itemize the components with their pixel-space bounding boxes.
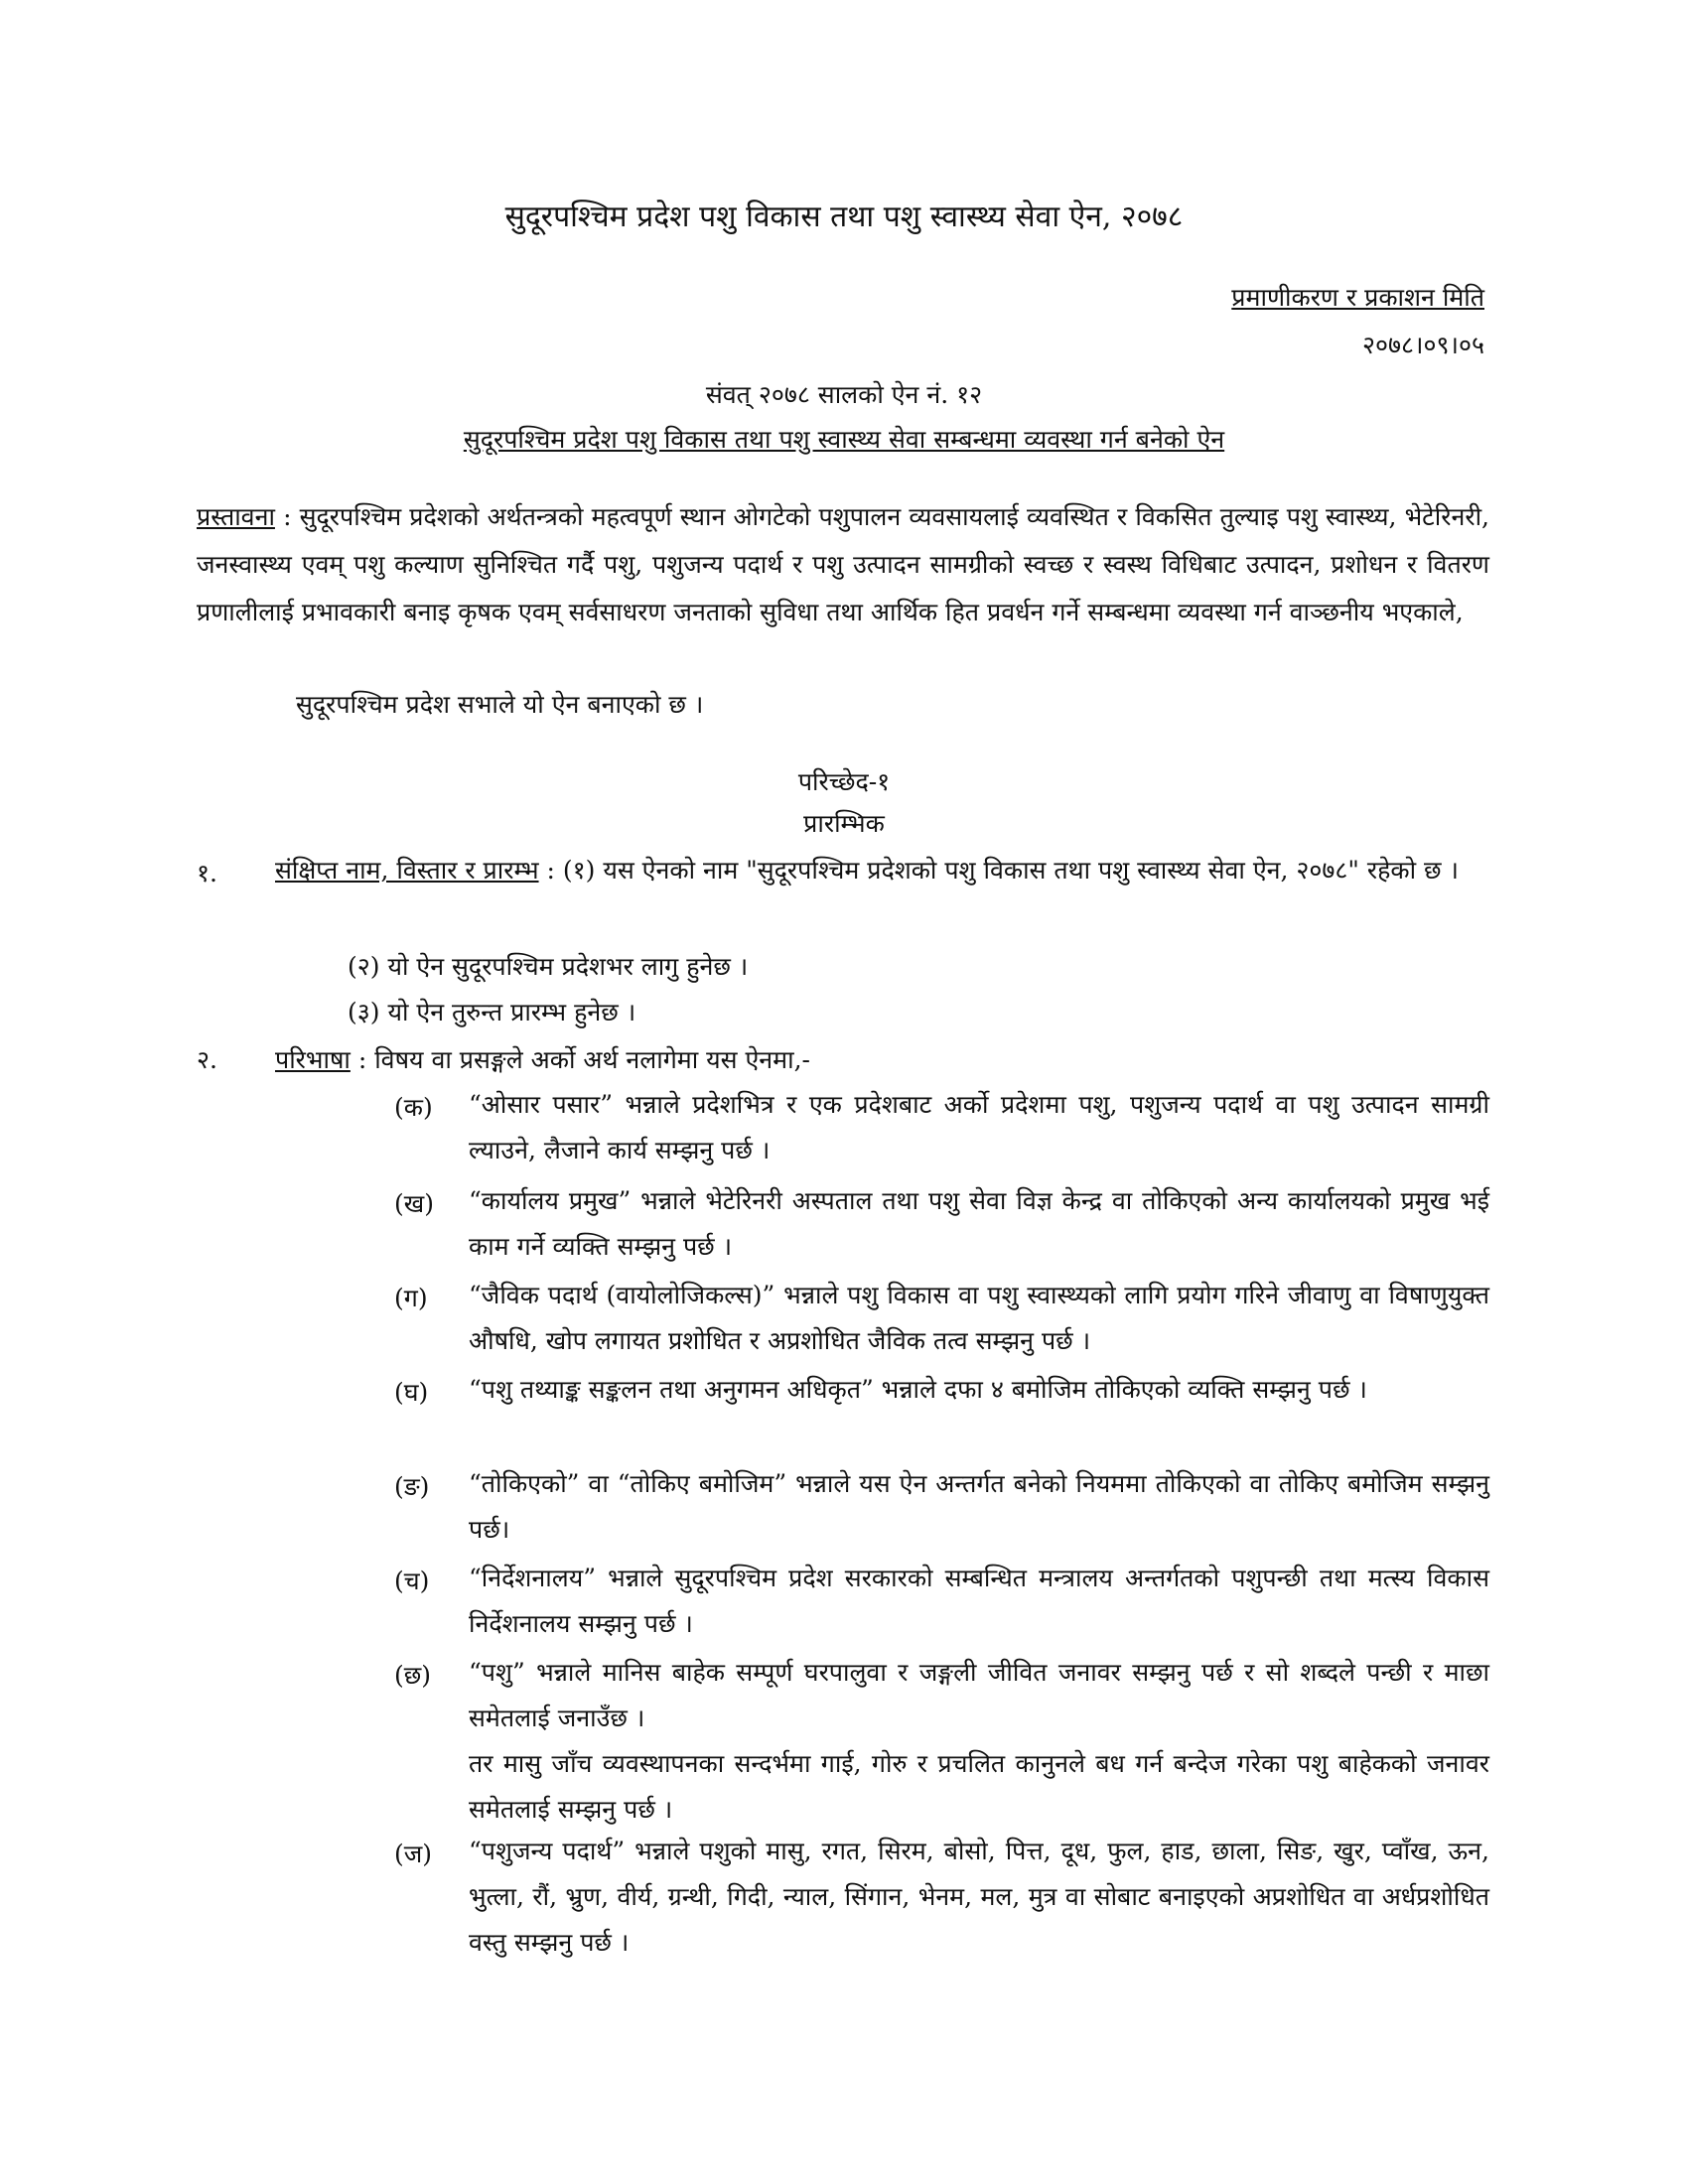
clause-label: (ख) <box>394 1189 434 1218</box>
act-subtitle <box>0 422 1688 456</box>
act-subtitle-text: सुदूरपश्चिम प्रदेश पशु विकास तथा पशु स्वास्थ्य सेवा सम्बन्धमा व्यवस्था गर्न बनेको ऐन <box>463 425 1225 454</box>
clause-text: “निर्देशनालय” भन्नाले सुदूरपश्चिम प्रदेश सरकारको सम्बन्धित मन्त्रालय अन्तर्गतको पशुपन्छी तथा मत्स्य विकास निर्देशनालय सम्झनु पर्छ । <box>469 1564 1489 1638</box>
clause-proviso: तर मासु जाँच व्यवस्थापनका सन्दर्भमा गाई, गोरु र प्रचलित कानुनले बध गर्न बन्देज गरेका पशु बाहेकको जनावर समेतलाई सम्झनु पर्छ । <box>469 1749 1489 1824</box>
clause-text: “पशु” भन्नाले मानिस बाहेक सम्पूर्ण घरपालुवा र जङ्गली जीवित जनावर सम्झनु पर्छ र सो शब्दले पन्छी र माछा समेतलाई जनाउँछ । <box>469 1658 1489 1732</box>
clause-text: “पशुजन्य पदार्थ” भन्नाले पशुको मासु, रगत, सिरम, बोसो, पित्त, दूध, फुल, हाड, छाला, सिङ, खुर, प्वाँख, ऊन, भुत्ला, रौं, भ्रुण, वीर्य, ग्रन्थी, गिदी, न्याल, सिंगान, भेनम, मल, मुत्र वा सोबाट बनाइएको अप्रशोधित वा अर्धप्रशोधित वस्तु सम्झनु पर्छ । <box>469 1837 1489 1957</box>
preamble-text: : सुदूरपश्चिम प्रदेशको अर्थतन्त्रको महत्वपूर्ण स्थान ओगटेको पशुपालन व्यवसायलाई व्यवस्थित र विकसित तुल्याइ पशु स्वास्थ्य, भेटेरिनरी, जनस्वास्थ्य एवम् पशु कल्याण सुनिश्चित गर्दै पशु, पशुजन्य पदार्थ र पशु उत्पादन सामग्रीको स्वच्छ र स्वस्थ विधिबाट उत्पादन, प्रशोधन र वितरण प्रणालीलाई प्रभावकारी बनाइ कृषक एवम् सर्वसाधरण जनताको सुविधा तथा आर्थिक हित प्रवर्धन गर्ने सम्बन्धमा व्यवस्था गर्न वाञ्छनीय भएकाले, <box>197 502 1489 626</box>
chapter-label: परिच्छेद-१ <box>797 767 891 796</box>
chapter-title: प्रारम्भिक <box>803 809 885 838</box>
section-1-body <box>275 848 1489 893</box>
section-2-number: २. <box>197 1045 217 1074</box>
clause-label: (घ) <box>394 1378 429 1407</box>
section-1-number: १. <box>197 859 217 887</box>
enactment-clause: सुदूरपश्चिम प्रदेश सभाले यो ऐन बनाएको छ । <box>296 690 704 719</box>
section-1-text: : (१) यस ऐनको नाम "सुदूरपश्चिम प्रदेशको पशु विकास तथा पशु स्वास्थ्य सेवा ऐन, २०७८" रहेको छ । <box>538 856 1459 885</box>
preamble-label: प्रस्तावना <box>197 502 275 531</box>
section-1-sub2: (२) यो ऐन सुदूरपश्चिम प्रदेशभर लागु हुनेछ । <box>348 952 749 981</box>
authentication-label: प्रमाणीकरण र प्रकाशन मिति <box>1231 283 1484 312</box>
preamble <box>197 493 1489 636</box>
clause-text: “पशु तथ्याङ्क सङ्कलन तथा अनुगमन अधिकृत” भन्नाले दफा ४ बमोजिम तोकिएको व्यक्ति सम्झनु पर्छ । <box>469 1375 1367 1404</box>
clause-text: “जैविक पदार्थ (वायोलोजिकल्स)” भन्नाले पशु विकास वा पशु स्वास्थ्यको लागि प्रयोग गरिने जीवाणु वा विषाणुयुक्त औषधि, खोप लगायत प्रशोधित र अप्रशोधित जैविक तत्व सम्झनु पर्छ । <box>469 1281 1489 1355</box>
act-number: संवत् २०७८ सालको ऐन नं. १२ <box>705 380 983 409</box>
section-1-heading: संक्षिप्त नाम, विस्तार र प्रारम्भ <box>275 856 539 885</box>
clause-text: “तोकिएको” वा “तोकिए बमोजिम” भन्नाले यस ऐन अन्तर्गत बनेको नियममा तोकिएको वा तोकिए बमोजिम सम्झनु पर्छ। <box>469 1469 1489 1544</box>
clause-label: (क) <box>394 1093 433 1122</box>
clause-label: (ज) <box>394 1840 433 1868</box>
document-title: सुदूरपश्चिम प्रदेश पशु विकास तथा पशु स्वास्थ्य सेवा ऐन, २०७८ <box>504 200 1184 234</box>
clause-label: (छ) <box>394 1661 432 1690</box>
clause-label: (ङ) <box>394 1472 430 1501</box>
clause-label: (च) <box>394 1567 430 1595</box>
section-2-heading: परिभाषा <box>275 1045 351 1074</box>
authentication-date: २०७८।०९।०५ <box>1362 331 1484 359</box>
clause-label: (ग) <box>394 1284 428 1312</box>
clause-text: “ओसार पसार” भन्नाले प्रदेशभित्र र एक प्रदेशबाट अर्को प्रदेशमा पशु, पशुजन्य पदार्थ वा पशु उत्पादन सामग्री ल्याउने, लैजाने कार्य सम्झनु पर्छ । <box>469 1090 1489 1164</box>
clause-text: “कार्यालय प्रमुख” भन्नाले भेटेरिनरी अस्पताल तथा पशु सेवा विज्ञ केन्द्र वा तोकिएको अन्य कार्यालयको प्रमुख भई काम गर्ने व्यक्ति सम्झनु पर्छ । <box>469 1186 1489 1261</box>
section-2-body <box>275 1042 810 1076</box>
section-1-sub3: (३) यो ऐन तुरुन्त प्रारम्भ हुनेछ । <box>348 998 636 1026</box>
section-2-text: : विषय वा प्रसङ्गले अर्को अर्थ नलागेमा यस ऐनमा,- <box>350 1045 811 1074</box>
